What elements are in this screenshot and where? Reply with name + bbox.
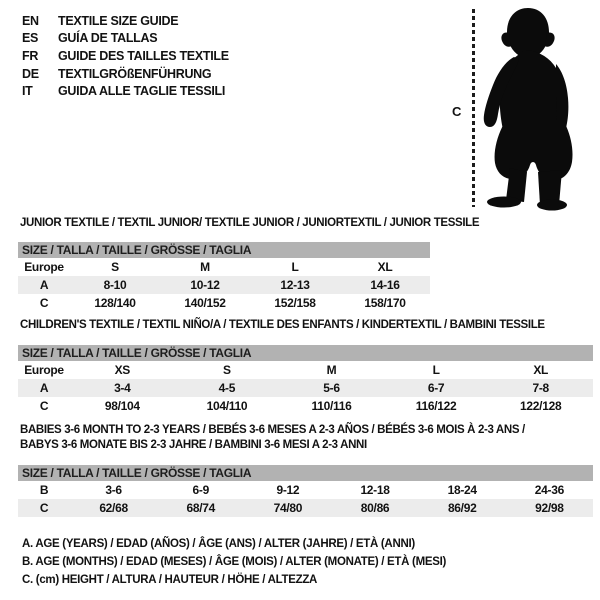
table-cell: 128/140: [94, 296, 136, 310]
table-cell: S: [111, 260, 119, 274]
table-size-header: SIZE / TALLA / TAILLE / GRÖSSE / TAGLIA: [18, 465, 593, 481]
row-label: Europe: [24, 260, 64, 274]
row-label: A: [18, 379, 70, 397]
table-cell: 98/104: [104, 399, 140, 413]
table-cell: L: [291, 260, 299, 274]
table-cell: 3-6: [105, 483, 122, 497]
section-title-line: BABYS 3-6 MONATE BIS 2-3 JAHRE / BAMBINI 3-6 MESI A 2-3 ANNI: [20, 439, 367, 451]
table-cell: 8-10: [70, 276, 160, 294]
table-header-row: [18, 345, 593, 361]
table-row: [18, 276, 430, 294]
language-code: ES: [22, 31, 39, 46]
table-cell: 68/74: [157, 499, 244, 517]
table-size-header: SIZE / TALLA / TAILLE / GRÖSSE / TAGLIA: [18, 345, 593, 361]
table-row: [18, 258, 430, 276]
table-cell: 6-9: [192, 483, 209, 497]
language-code: FR: [22, 48, 39, 63]
table-row: [18, 499, 593, 517]
table-cell: 110/116: [311, 399, 352, 413]
size-section-1: [0, 216, 600, 312]
row-label: C: [18, 499, 70, 517]
table-cell: 24-36: [534, 483, 564, 497]
table-cell: 116/122: [415, 399, 457, 413]
table-cell: 152/158: [274, 296, 316, 310]
row-label: C: [39, 399, 49, 413]
table-size-header: SIZE / TALLA / TAILLE / GRÖSSE / TAGLIA: [18, 242, 430, 258]
language-entry: [22, 12, 229, 30]
language-code: EN: [22, 13, 39, 28]
row-label: B: [39, 483, 49, 497]
section-title-line: BABIES 3-6 MONTH TO 2-3 YEARS / BEBÉS 3-6 MESES A 2-3 AÑOS / BÉBÉS 3-6 MOIS À 2-3 ANS /: [20, 424, 525, 436]
language-entry: [22, 65, 229, 83]
table-cell: 92/98: [506, 499, 593, 517]
table-row: [18, 379, 593, 397]
row-label: Europe: [24, 363, 64, 377]
table-cell: 74/80: [244, 499, 331, 517]
table-cell: XS: [114, 363, 130, 377]
size-table: [18, 465, 593, 517]
table-row: [18, 397, 593, 415]
height-measure-label: C: [452, 104, 462, 119]
table-cell: 86/92: [419, 499, 506, 517]
table-cell: XL: [377, 260, 393, 274]
table-cell: 7-8: [488, 379, 593, 397]
table-cell: 9-12: [276, 483, 300, 497]
language-label: GUÍA DE TALLAS: [58, 31, 158, 46]
row-label: C: [39, 296, 49, 310]
language-entry: [22, 47, 229, 65]
toddler-silhouette-icon: [478, 0, 600, 213]
table-cell: S: [223, 363, 231, 377]
footnote-line: C. (cm) HEIGHT / ALTURA / HAUTEUR / HÖHE / ALTEZZA: [22, 573, 318, 586]
table-cell: 62/68: [70, 499, 157, 517]
table-cell: 12-18: [360, 483, 390, 497]
table-cell: 10-12: [160, 276, 250, 294]
table-cell: L: [432, 363, 440, 377]
table-cell: M: [200, 260, 210, 274]
table-cell: 4-5: [175, 379, 280, 397]
table-cell: M: [326, 363, 337, 377]
table-cell: 80/86: [331, 499, 418, 517]
footnotes-block: [22, 536, 446, 589]
language-entry: [22, 82, 229, 100]
table-header-row: [18, 242, 430, 258]
language-code: DE: [22, 66, 39, 81]
footnote-line: A. AGE (YEARS) / EDAD (AÑOS) / ÂGE (ANS) / ALTER (JAHRE) / ETÀ (ANNI): [22, 538, 415, 550]
table-cell: 5-6: [279, 379, 384, 397]
table-row: [18, 294, 430, 312]
language-label: TEXTILE SIZE GUIDE: [58, 13, 179, 28]
size-table: [18, 242, 430, 312]
height-dashed-line: [472, 9, 475, 207]
footnote-line: B. AGE (MONTHS) / EDAD (MESES) / ÂGE (MOIS) / ALTER (MONATE) / ETÀ (MESI): [22, 555, 447, 568]
table-cell: 140/152: [184, 296, 226, 310]
language-code: IT: [22, 84, 33, 99]
table-cell: 6-7: [384, 379, 489, 397]
table-cell: 158/170: [364, 296, 406, 310]
row-label: A: [18, 276, 70, 294]
table-row: [18, 481, 593, 499]
section-title-line: CHILDREN'S TEXTILE / TEXTIL NIÑO/A / TEXTILE DES ENFANTS / KINDERTEXTIL / BAMBINI TESSILE: [20, 319, 545, 331]
table-cell: 18-24: [447, 483, 477, 497]
table-cell: 122/128: [520, 399, 562, 413]
table-cell: 3-4: [70, 379, 175, 397]
size-section-2: [0, 318, 600, 415]
size-section-3: [0, 423, 600, 517]
table-cell: 12-13: [250, 276, 340, 294]
table-cell: XL: [533, 363, 549, 377]
language-entry: [22, 30, 229, 48]
table-row: [18, 361, 593, 379]
language-label: GUIDA ALLE TAGLIE TESSILI: [58, 84, 226, 99]
language-list: [22, 12, 229, 100]
language-label: GUIDE DES TAILLES TEXTILE: [58, 48, 229, 63]
section-title-line: JUNIOR TEXTILE / TEXTIL JUNIOR/ TEXTILE JUNIOR / JUNIORTEXTIL / JUNIOR TESSILE: [20, 217, 480, 229]
language-label: TEXTILGRÖßENFÜHRUNG: [58, 66, 212, 81]
size-table: [18, 345, 593, 415]
table-cell: 104/110: [206, 399, 248, 413]
table-cell: 14-16: [340, 276, 430, 294]
table-header-row: [18, 465, 593, 481]
